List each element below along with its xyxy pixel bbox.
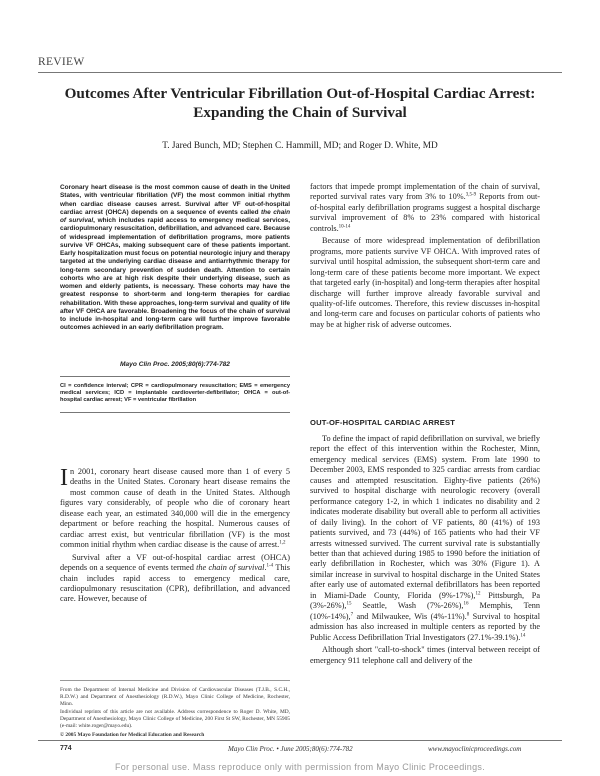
author-list: T. Jared Bunch, MD; Stephen C. Hammill, MD; and Roger D. White, MD xyxy=(162,141,438,151)
copyright-notice: © 2005 Mayo Foundation for Medical Education and Research xyxy=(60,731,205,738)
abbrev-rule-top xyxy=(60,376,290,377)
ref-superscript: 12 xyxy=(475,591,481,597)
article-title xyxy=(38,84,562,122)
abstract-text-2: , which includes rapid access to emergency medical services, cardiopulmonary resuscitation, defibrillation, and advanced care. Because of widespread implementation of defibrillation programs, more patients survive VF OHCAs, making subsequent care of these patients important. Early hospitalization must focus on potential neurologic injury and therapy targeted at the underlying cardiac disease and antiarrhythmic therapy for long-term secondary prevention of sudden death. Attention to certain cohorts who are at high risk despite their underlying disease, such as women and elderly patients, is necessary. These cohorts may have the greatest response to short-term and long-term therapies for cardiac rehabilitation. With these approaches, long-term survival and quality of life after VF OHCA are favorable. Broadening the focus of the chain of survival to include in-hospital and long-term care will further improve favorable outcomes achieved in an early defibrillation program. xyxy=(60,217,291,332)
affiliation-p1: From the Department of Internal Medicine and Division of Cardiovascular Diseases (T.J.B., S.C.H., R.D.W.) and Department of Anesthesiology (R.D.W.), Mayo Clinic College of Medicine, Rochester, Minn. xyxy=(60,687,290,707)
title-line-2: Expanding the Chain of Survival xyxy=(193,104,407,121)
drop-cap: I xyxy=(60,465,68,491)
right-p1-text: factors that impede prompt implementation of the chain of survival, reported survival rates vary from 3% to 10%. xyxy=(310,182,540,202)
left-p2-emphasis: the chain of survival xyxy=(196,563,265,573)
affiliation-rule xyxy=(60,680,290,681)
header-rule xyxy=(38,72,562,73)
right-paragraph-3 xyxy=(310,434,540,643)
ref-superscript: 7 xyxy=(350,611,354,617)
abstract-citation: Mayo Clin Proc. 2005;80(6):774-782 xyxy=(120,361,230,368)
ref-superscript: 10-14 xyxy=(338,224,351,230)
left-p2-text-a: Survival after a VF out-of-hospital cardiac arrest (OHCA) depends on a sequence of events termed xyxy=(60,552,290,573)
ref-superscript: 16 xyxy=(463,601,469,607)
left-paragraph-2: Survival after a VF out-of-hospital cardiac arrest (OHCA) depends on a sequence of events termed the chain of survival.$^{1-4}$ This chain includes rapid access to emergency medical care, cardiopulmonary resuscitation (CPR), defibrillation, and advanced care. However, because of xyxy=(60,552,290,604)
page-number: 774 xyxy=(60,745,72,752)
ref-superscript: 3,5-9 xyxy=(465,192,477,198)
abstract-text-1: Coronary heart disease is the most common cause of death in the United States, with ventricular fibrillation (VF) the most common initial rhythm when cardiac disease causes arrest. Survival after VF out-of-hospital cardiac arrest (OHCA) depends on a sequence of events called xyxy=(60,184,290,216)
affiliation-p2: Individual reprints of this article are not available. Address correspondence to Roger D. White, MD, Department of Anesthesiology, Mayo Clinic College of Medicine, 200 First St SW, Rochester, MN 55905 (e-mail: white.roger@mayo.edu). xyxy=(60,709,290,729)
title-line-1: Outcomes After Ventricular Fibrillation Out-of-Hospital Cardiac Arrest: xyxy=(64,85,536,102)
journal-citation: Mayo Clin Proc. • June 2005;80(6):774-782 xyxy=(228,745,353,753)
journal-url: www.mayoclinicproceedings.com xyxy=(428,745,522,753)
ref-superscript: 15 xyxy=(346,601,352,607)
abbreviations: CI = confidence interval; CPR = cardiopulmonary resuscitation; EMS = emergency medical services; ICD = implantable cardioverter-defibrillator; OHCA = out-of-hospital cardiac arrest; VF = ventricular fibrillation xyxy=(60,383,290,404)
right-p1-text-b: Reports from out-of-hospital early defibrillation programs suggest a hospital discharge survival improvement of 8% to 23% compared with historical controls. xyxy=(310,192,540,233)
ref-superscript: 14 xyxy=(520,632,526,638)
right-p3-text-e: and Milwaukee, Wis (4%-11%). xyxy=(353,611,467,621)
right-body-bottom xyxy=(310,434,540,666)
right-p3-text-b: Pittsburgh, Pa (3%-26%), xyxy=(310,590,540,611)
ref-superscript: 1,2 xyxy=(279,540,286,546)
abstract xyxy=(60,184,290,333)
right-p3-text-d: Memphis, Tenn (10%-14%), xyxy=(310,601,540,621)
footer-rule xyxy=(38,740,562,741)
affiliation-notes xyxy=(60,687,290,741)
abstract-emphasis: the chain of survival xyxy=(60,208,291,224)
right-p3-text-f: Survival to hospital admission has also increased in multiple centers as reported by the Public Access Defibrillation Trial Investigators (27.1%-39.1%). xyxy=(310,611,540,642)
right-p3-text-c: Seattle, Wash (7%-26%), xyxy=(351,601,464,611)
right-body-top xyxy=(310,182,540,330)
right-paragraph-4: Although short "call-to-shock" times (interval between receipt of emergency 911 telephone call and delivery of the xyxy=(310,645,540,665)
section-label: REVIEW xyxy=(38,56,85,68)
abbrev-rule-bottom xyxy=(60,412,290,413)
left-body xyxy=(60,467,290,605)
personal-use-notice: For personal use. Mass reproduce only with permission from Mayo Clinic Proceedings. xyxy=(114,762,486,772)
left-paragraph-1 xyxy=(60,467,290,551)
ref-superscript: 8 xyxy=(466,611,470,617)
right-paragraph-1 xyxy=(310,182,540,234)
ref-superscript: 1-4 xyxy=(266,563,274,569)
left-p1-text: n 2001, coronary heart disease caused more than 1 of every 5 deaths in the United States. Coronary heart disease remains the most common cause of death in the United States. Although figures vary considerably, of people who die of coronary heart disease each year, an estimated 340,000 will die in the emergency department or before reaching the hospital. Numerous causes of cardiac arrest exist, but ventricular fibrillation (VF) is the most common initial rhythm when cardiac disease is the cause of arrest. xyxy=(60,467,290,550)
left-p2-text-b: This chain includes rapid access to emergency medical care, cardiopulmonary resuscitation (CPR), defibrillation, and advanced care. However, because of xyxy=(60,563,290,604)
right-p3-text-a: To define the impact of rapid defibrillation on survival, we briefly report the effect of this intervention within the Rochester, Minn, emergency medical services (EMS) system. From late 1990 to December 2003, EMS responded to 325 cardiac arrests from cardiac causes and attempted resuscitation. Eighty-five patients (26%) survived to hospital discharge with neurologic recovery (overall performance category 1-2, in which 1 indicates no disability and 2 indicates moderate disability but overall able to perform all activities of daily living). In the cohort of VF patients, 80 (41%) of 193 patients survived, and 73 (44%) of 165 patients who had their VF arrests witnessed survived. The current survival rate is substantially better than that achieved during 1985 to 1990 before the initiation of early defibrillation in Rochester, which was 30% (Figure 1). A similar increase in survival to hospital discharge in the United States after early use of automated external defibrillators has been reported in Miami-Dade County, Florida (9%-17%), xyxy=(310,434,540,600)
right-paragraph-2: Because of more widespread implementation of defibrillation programs, more patients survive VF OHCA. With improved rates of survival until hospital admission, the subsequent short-term care and long-term care of these patients become more important. We expect that targeted early (in-hospital) and long-term therapies after hospital discharge will further improve already favorable survival and quality-of-life outcomes. Therefore, this review discusses in-hospital and long-term care and focuses on particular cohorts of patients who may be at higher risk of adverse outcomes. xyxy=(310,236,540,329)
section-heading: OUT-OF-HOSPITAL CARDIAC ARREST xyxy=(310,418,456,427)
